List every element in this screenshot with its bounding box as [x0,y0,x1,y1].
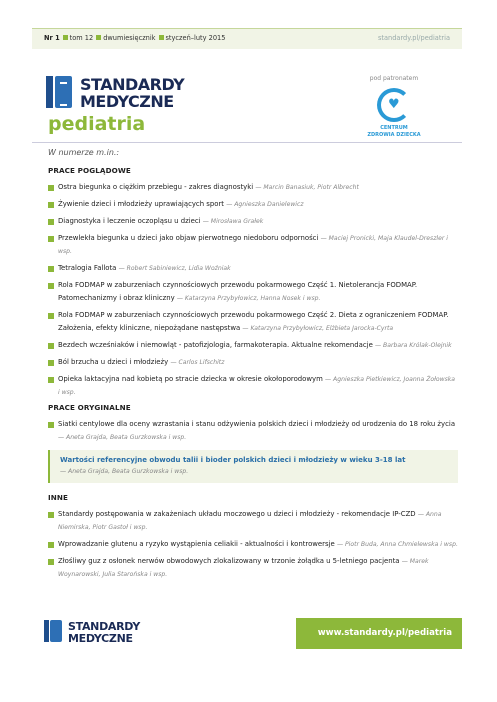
list-item[interactable] [48,198,458,211]
bullet-square-icon [48,313,54,319]
review-list [48,181,458,399]
article-authors: — Katarzyna Przybyłowicz, Elżbieta Jarocka-Cyrta [242,325,394,332]
footer-logo-line1: STANDARDY [68,620,141,633]
article-authors: — Anna Niemirska, Piotr Gastoł i wsp. [58,511,442,531]
bullet-square-icon [48,343,54,349]
standardy-medyczne-logo [46,72,206,112]
section-title-review: PRACE POGLĄDOWE [48,166,131,175]
list-item[interactable] [48,309,458,335]
article-title: Siatki centylowe dla oceny wzrastania i stanu odżywienia polskich dzieci i młodzieży od urodzenia do 18 roku życia [58,420,456,428]
article-title: Przewlekła biegunka u dzieci jako objaw pierwotnego niedoboru odporności [58,234,319,242]
bullet-square-icon [48,542,54,548]
logo-line1: STANDARDY [80,75,185,94]
list-item[interactable] [48,181,458,194]
article-title: Żywienie dzieci i młodzieży uprawiających sport [58,200,224,208]
article-authors: — Barbara Królak-Olejnik [375,342,452,349]
patron-org-line2: ZDROWIA DZIECKA [367,132,421,138]
bullet-square-icon [48,202,54,208]
list-item[interactable] [48,232,458,258]
article-authors: — Agnieszka Pietkiewicz, Joanna Żołowska i wsp. [58,376,456,396]
bullet-square-icon [48,360,54,366]
bullet-square-icon [48,185,54,191]
article-title: Tetralogia Fallota [58,264,117,272]
bullet-square-icon [48,219,54,225]
list-item[interactable] [48,215,458,228]
bullet-square-icon [48,512,54,518]
article-title: Wprowadzanie glutenu a ryzyko wystąpienia celiakii - aktualności i kontrowersje [58,540,335,548]
original-list [48,418,458,444]
patron-block [354,75,434,139]
article-title: Standardy postępowania w zakażeniach układu moczowego u dzieci i młodzieży - rekomendacje IP-CZD [58,510,416,518]
logo-mark-icon [46,76,72,108]
list-item[interactable] [48,508,458,534]
header-divider [32,142,462,143]
highlight-title: Wartości referencyjne obwodu talii i bioder polskich dzieci i młodzieży w wieku 3-18 lat [60,456,406,464]
bullet-square-icon [48,377,54,383]
list-item[interactable] [48,279,458,305]
table-of-contents [48,148,458,585]
list-item[interactable] [48,356,458,369]
issue-header-bar [32,28,462,49]
intro-text: W numerze m.in.: [48,148,120,157]
list-item[interactable] [48,538,458,551]
other-list [48,508,458,581]
list-item[interactable] [48,339,458,352]
heart-icon: ♥ [388,97,400,112]
footer-logo-mark-icon [44,620,62,642]
article-authors: — Maciej Pronicki, Maja Klaudel-Dreszler i wsp. [58,235,448,255]
article-authors: — Carlos Lifschitz [170,359,225,366]
issue-number: Nr 1 [44,34,60,42]
patron-org-line1: CENTRUM [380,125,408,131]
article-title: Bezdech wcześniaków i niemowląt - patofizjologia, farmakoterapia. Aktualne rekomendacje [58,341,373,349]
issue-info [44,34,225,42]
bullet-square-icon [48,283,54,289]
period: styczeń–luty 2015 [165,34,226,42]
article-authors: — Aneta Grajda, Beata Gurzkowska i wsp. [58,434,187,441]
journal-name: pediatria [48,113,146,135]
footer-url[interactable]: www.standardy.pl/pediatria [317,628,452,638]
article-authors: — Piotr Buda, Anna Chmielewska i wsp. [336,541,458,548]
logo-line2: MEDYCZNE [80,92,174,111]
bullet-square-icon [48,266,54,272]
patron-label: pod patronatem [369,75,419,82]
article-title: Diagnostyka i leczenie oczopląsu u dzieci [58,217,201,225]
bullet-square-icon [63,35,68,40]
patron-org [354,125,434,139]
site-link[interactable]: standardy.pl/pediatria [377,34,450,42]
volume: tom 12 [69,34,94,42]
footer-logo [44,619,164,645]
footer-band [296,618,462,649]
article-title: Ostra biegunka o ciężkim przebiegu - zakres diagnostyki [58,183,254,191]
article-authors: — Marcin Banasiuk, Piotr Albrecht [255,184,359,191]
list-item[interactable] [48,418,458,444]
article-authors: — Katarzyna Przybyłowicz, Hanna Nosek i wsp. [176,295,321,302]
highlight-authors: — Aneta Grajda, Beata Gurzkowska i wsp. [60,468,189,475]
bullet-square-icon [48,559,54,565]
footer-logo-line2: MEDYCZNE [68,632,133,645]
bullet-square-icon [96,35,101,40]
frequency: dwumiesięcznik [103,34,156,42]
section-title-other: INNE [48,493,69,502]
article-title: Ból brzucha u dzieci i młodzieży [58,358,169,366]
bullet-square-icon [48,236,54,242]
list-item[interactable] [48,555,458,581]
article-authors: — Marek Woynarowski, Julia Starońska i wsp. [58,558,429,578]
article-title: Rola FODMAP w zaburzeniach czynnościowych przewodu pokarmowego Część 2. Dieta z ograniczeniem FODMAP. Założenia, efekty kliniczne, niepożądane następstwa [58,311,449,332]
article-title: Rola FODMAP w zaburzeniach czynnościowych przewodu pokarmowego Część 1. Nietolerancja FODMAP. Patomechanizmy i obraz kliniczny [58,281,418,302]
article-authors: — Agnieszka Danielewicz [226,201,304,208]
list-item[interactable] [48,262,458,275]
list-item[interactable] [48,373,458,399]
bullet-square-icon [159,35,164,40]
highlight-article[interactable] [48,450,458,483]
article-title: Opieka laktacyjna nad kobietą po stracie dziecka w okresie okołoporodowym [58,375,323,383]
section-title-original: PRACE ORYGINALNE [48,403,131,412]
article-authors: — Robert Sabiniewicz, Lidia Woźniak [118,265,231,272]
article-authors: — Mirosława Grałek [202,218,264,225]
article-title: Złośliwy guz z osłonek nerwów obwodowych zlokalizowany w trzonie żołądka u 5-letniego pacjenta [58,557,400,565]
czd-logo-icon [377,88,411,122]
bullet-square-icon [48,422,54,428]
